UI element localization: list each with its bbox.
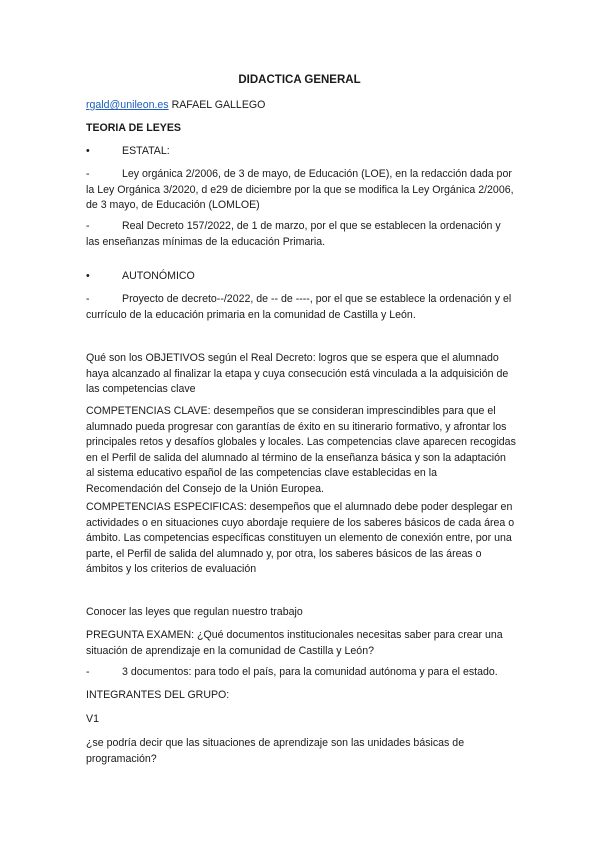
bullet-autonomico xyxy=(86,269,516,285)
competencias-especificas-paragraph xyxy=(86,500,516,578)
respuesta-text: 3 documentos: para todo el país, para la comunidad autónoma y para el estado. xyxy=(122,666,498,678)
section-heading-text: TEORIA DE LEYES xyxy=(86,122,181,134)
v1-text: V1 xyxy=(86,713,99,725)
autonomico-item-1-text: Proyecto de decreto--/2022, de -- de ----, por el que se establece la ordenación y el currículo de la educación primaria en la comunidad de Castilla y León. xyxy=(86,293,512,321)
bullet-estatal xyxy=(86,144,516,160)
respuesta-item xyxy=(86,665,516,681)
author-line xyxy=(86,98,516,114)
conocer-text: Conocer las leyes que regulan nuestro trabajo xyxy=(86,606,303,618)
estatal-item-2-text: Real Decreto 157/2022, de 1 de marzo, por el que se establecen la ordenación y las enseñanzas mínimas de la educación Primaria. xyxy=(86,220,501,248)
dash-symbol: - xyxy=(86,220,90,232)
conocer-paragraph xyxy=(86,605,516,621)
dash-symbol: - xyxy=(86,666,90,678)
section-heading xyxy=(86,121,516,137)
objetivos-paragraph xyxy=(86,351,516,398)
pregunta2-paragraph xyxy=(86,736,516,767)
author-name: RAFAEL GALLEGO xyxy=(171,99,266,111)
dash-symbol: - xyxy=(86,168,90,180)
objetivos-text: Qué son los OBJETIVOS según el Real Decreto: logros que se espera que el alumnado haya alcanzado al finalizar la etapa y cuya consecución está vinculada a la adquisición de las competencias clave xyxy=(86,352,509,396)
author-email-link[interactable]: rgald@unileon.es xyxy=(86,99,169,111)
estatal-item-1-text: Ley orgánica 2/2006, de 3 de mayo, de Educación (LOE), en la redacción dada por la Ley Orgánica 3/2020, d e29 de diciembre por la que se modifica la Ley Orgánica 2/2006, de 3 mayo, de Educación (LOMLOE) xyxy=(86,168,514,212)
integrantes-text: INTEGRANTES DEL GRUPO: xyxy=(86,689,230,701)
competencias-especificas-text: COMPETENCIAS ESPECIFICAS: desempeños que el alumnado debe poder desplegar en actividades o en situaciones cuyo abordaje requiere de los saberes básicos de cada área o ámbito. Las competencias específicas constituyen un elemento de conexión entre, por una parte, el Perfil de salida del alumnado y, por otra, los saberes básicos de las áreas o ámbitos y los criterios de evaluación xyxy=(86,501,515,576)
autonomico-item-1 xyxy=(86,292,516,323)
bullet-symbol: • xyxy=(86,270,90,282)
competencias-clave-text: COMPETENCIAS CLAVE: desempeños que se consideran imprescindibles para que el alumnado pueda progresar con garantías de éxito en su itinerario formativo, y afrontar los principales retos y desafíos globales y locales. Las competencias clave aparecen recogidas en el Perfil de salida del alumnado al término de la enseñanza básica y son la adaptación al sistema educativo español de las competencias clave establecidas en la Recomendación del Consejo de la Unión Europea. xyxy=(86,405,516,495)
v1-label xyxy=(86,712,516,728)
estatal-item-1 xyxy=(86,167,516,214)
pregunta-text: PREGUNTA EXAMEN: ¿Qué documentos institucionales necesitas saber para crear una situación de aprendizaje en la comunidad de Castilla y León? xyxy=(86,629,503,657)
dash-symbol: - xyxy=(86,293,90,305)
autonomico-label: AUTONÓMICO xyxy=(122,270,195,282)
document-title: DIDACTICA GENERAL xyxy=(238,74,361,86)
pregunta-paragraph xyxy=(86,628,516,659)
bullet-symbol: • xyxy=(86,145,90,157)
estatal-item-2 xyxy=(86,219,516,250)
competencias-clave-paragraph xyxy=(86,404,516,498)
pregunta2-text: ¿se podría decir que las situaciones de aprendizaje son las unidades básicas de programación? xyxy=(86,737,465,765)
integrantes-heading xyxy=(86,688,516,704)
estatal-label: ESTATAL: xyxy=(122,145,170,157)
